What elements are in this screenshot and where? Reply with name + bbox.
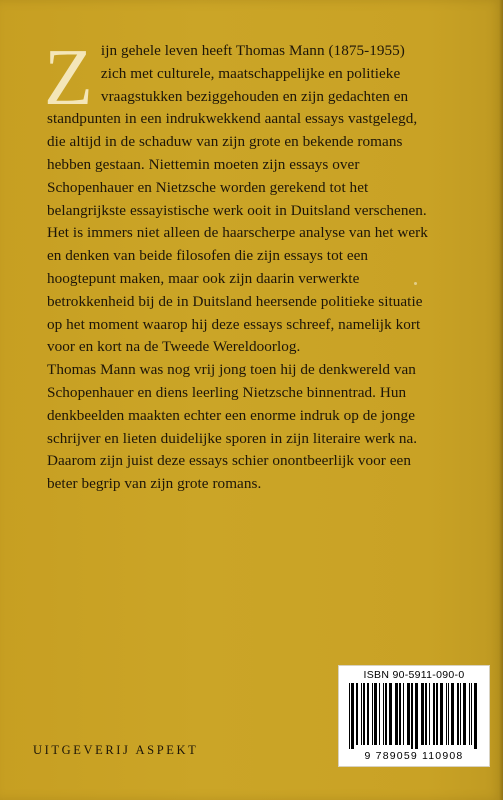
barcode-bar bbox=[446, 683, 447, 745]
isbn-barcode bbox=[338, 665, 490, 767]
barcode-bar bbox=[349, 683, 350, 749]
barcode-bar bbox=[469, 683, 470, 745]
blurb-paragraph-1-text: ijn gehele leven heeft Thomas Mann (1875-1955) zich met culturele, maatschappelijke en politieke vraagstukken beziggehouden en zijn gedachten en standpunten in een indrukwekkend aantal essays vastgelegd, die altijd in de schaduw van zijn grote en bekende romans hebben gestaan. Niettemin moeten zijn essays over Schopenhauer en Nietzsche worden gerekend tot het belangrijkste essayistische werk ooit in Duitsland verschenen. Het is immers niet alleen de haarscherpe analyse van het werk en denken van beide filosofen die zijn essays tot een hoogtepunt maken, maar ook zijn daarin verwerkte betrokkenheid bij de in Duitsland heersende politieke situatie op het moment waarop hij deze essays schreef, namelijk kort voor en kort na de Tweede Wereldoorlog. bbox=[47, 42, 428, 356]
ean-digits: 9 789059 110908 bbox=[364, 750, 464, 762]
blurb-paragraph-1 bbox=[44, 34, 431, 359]
barcode-bar bbox=[411, 683, 413, 749]
barcode-bar bbox=[421, 683, 424, 745]
isbn-label: ISBN 90-5911-090-0 bbox=[363, 669, 465, 681]
barcode-bar bbox=[389, 683, 392, 745]
barcode-bar bbox=[407, 683, 410, 745]
barcode-bar bbox=[436, 683, 438, 745]
barcode-bar bbox=[451, 683, 454, 745]
barcode-bar bbox=[356, 683, 358, 745]
barcode-bar bbox=[367, 683, 369, 745]
barcode-bar bbox=[474, 683, 477, 749]
barcode-bar bbox=[460, 683, 461, 745]
barcode-bar bbox=[385, 683, 387, 745]
barcode-bar bbox=[374, 683, 377, 745]
barcode-bar bbox=[415, 683, 418, 749]
barcode-bar bbox=[395, 683, 398, 745]
barcode-bar bbox=[463, 683, 466, 745]
barcode-bar bbox=[379, 683, 380, 745]
barcode-bar bbox=[440, 683, 443, 745]
barcode-bar bbox=[433, 683, 435, 745]
blurb-paragraph-2: Thomas Mann was nog vrij jong toen hij de denkwereld van Schopenhauer en diens leerling Nietzsche binnentrad. Hun denkbeelden maakten echter een enorme indruk op de jonge schrijver en lieten duidelijke sporen in zijn literaire werk na. Daarom zijn juist deze essays schier onontbeerlijk voor een beter begrip van zijn grote romans. bbox=[47, 361, 418, 493]
barcode-bar bbox=[457, 683, 459, 745]
drop-cap: Z bbox=[44, 34, 93, 122]
blurb-text bbox=[44, 34, 431, 496]
barcode-bar bbox=[429, 683, 430, 745]
barcode-bar bbox=[383, 683, 384, 745]
barcode-bars bbox=[347, 683, 481, 749]
barcode-bar bbox=[351, 683, 354, 749]
publisher-name: UITGEVERIJ ASPEKT bbox=[33, 743, 199, 757]
barcode-bar bbox=[399, 683, 401, 745]
barcode-bar bbox=[471, 683, 472, 745]
barcode-bar bbox=[403, 683, 404, 745]
barcode-bar bbox=[425, 683, 427, 745]
barcode-bar bbox=[448, 683, 449, 745]
barcode-bar bbox=[361, 683, 362, 745]
barcode-bar bbox=[363, 683, 365, 745]
barcode-bar bbox=[372, 683, 373, 745]
cover-edge-shadow bbox=[499, 0, 503, 800]
